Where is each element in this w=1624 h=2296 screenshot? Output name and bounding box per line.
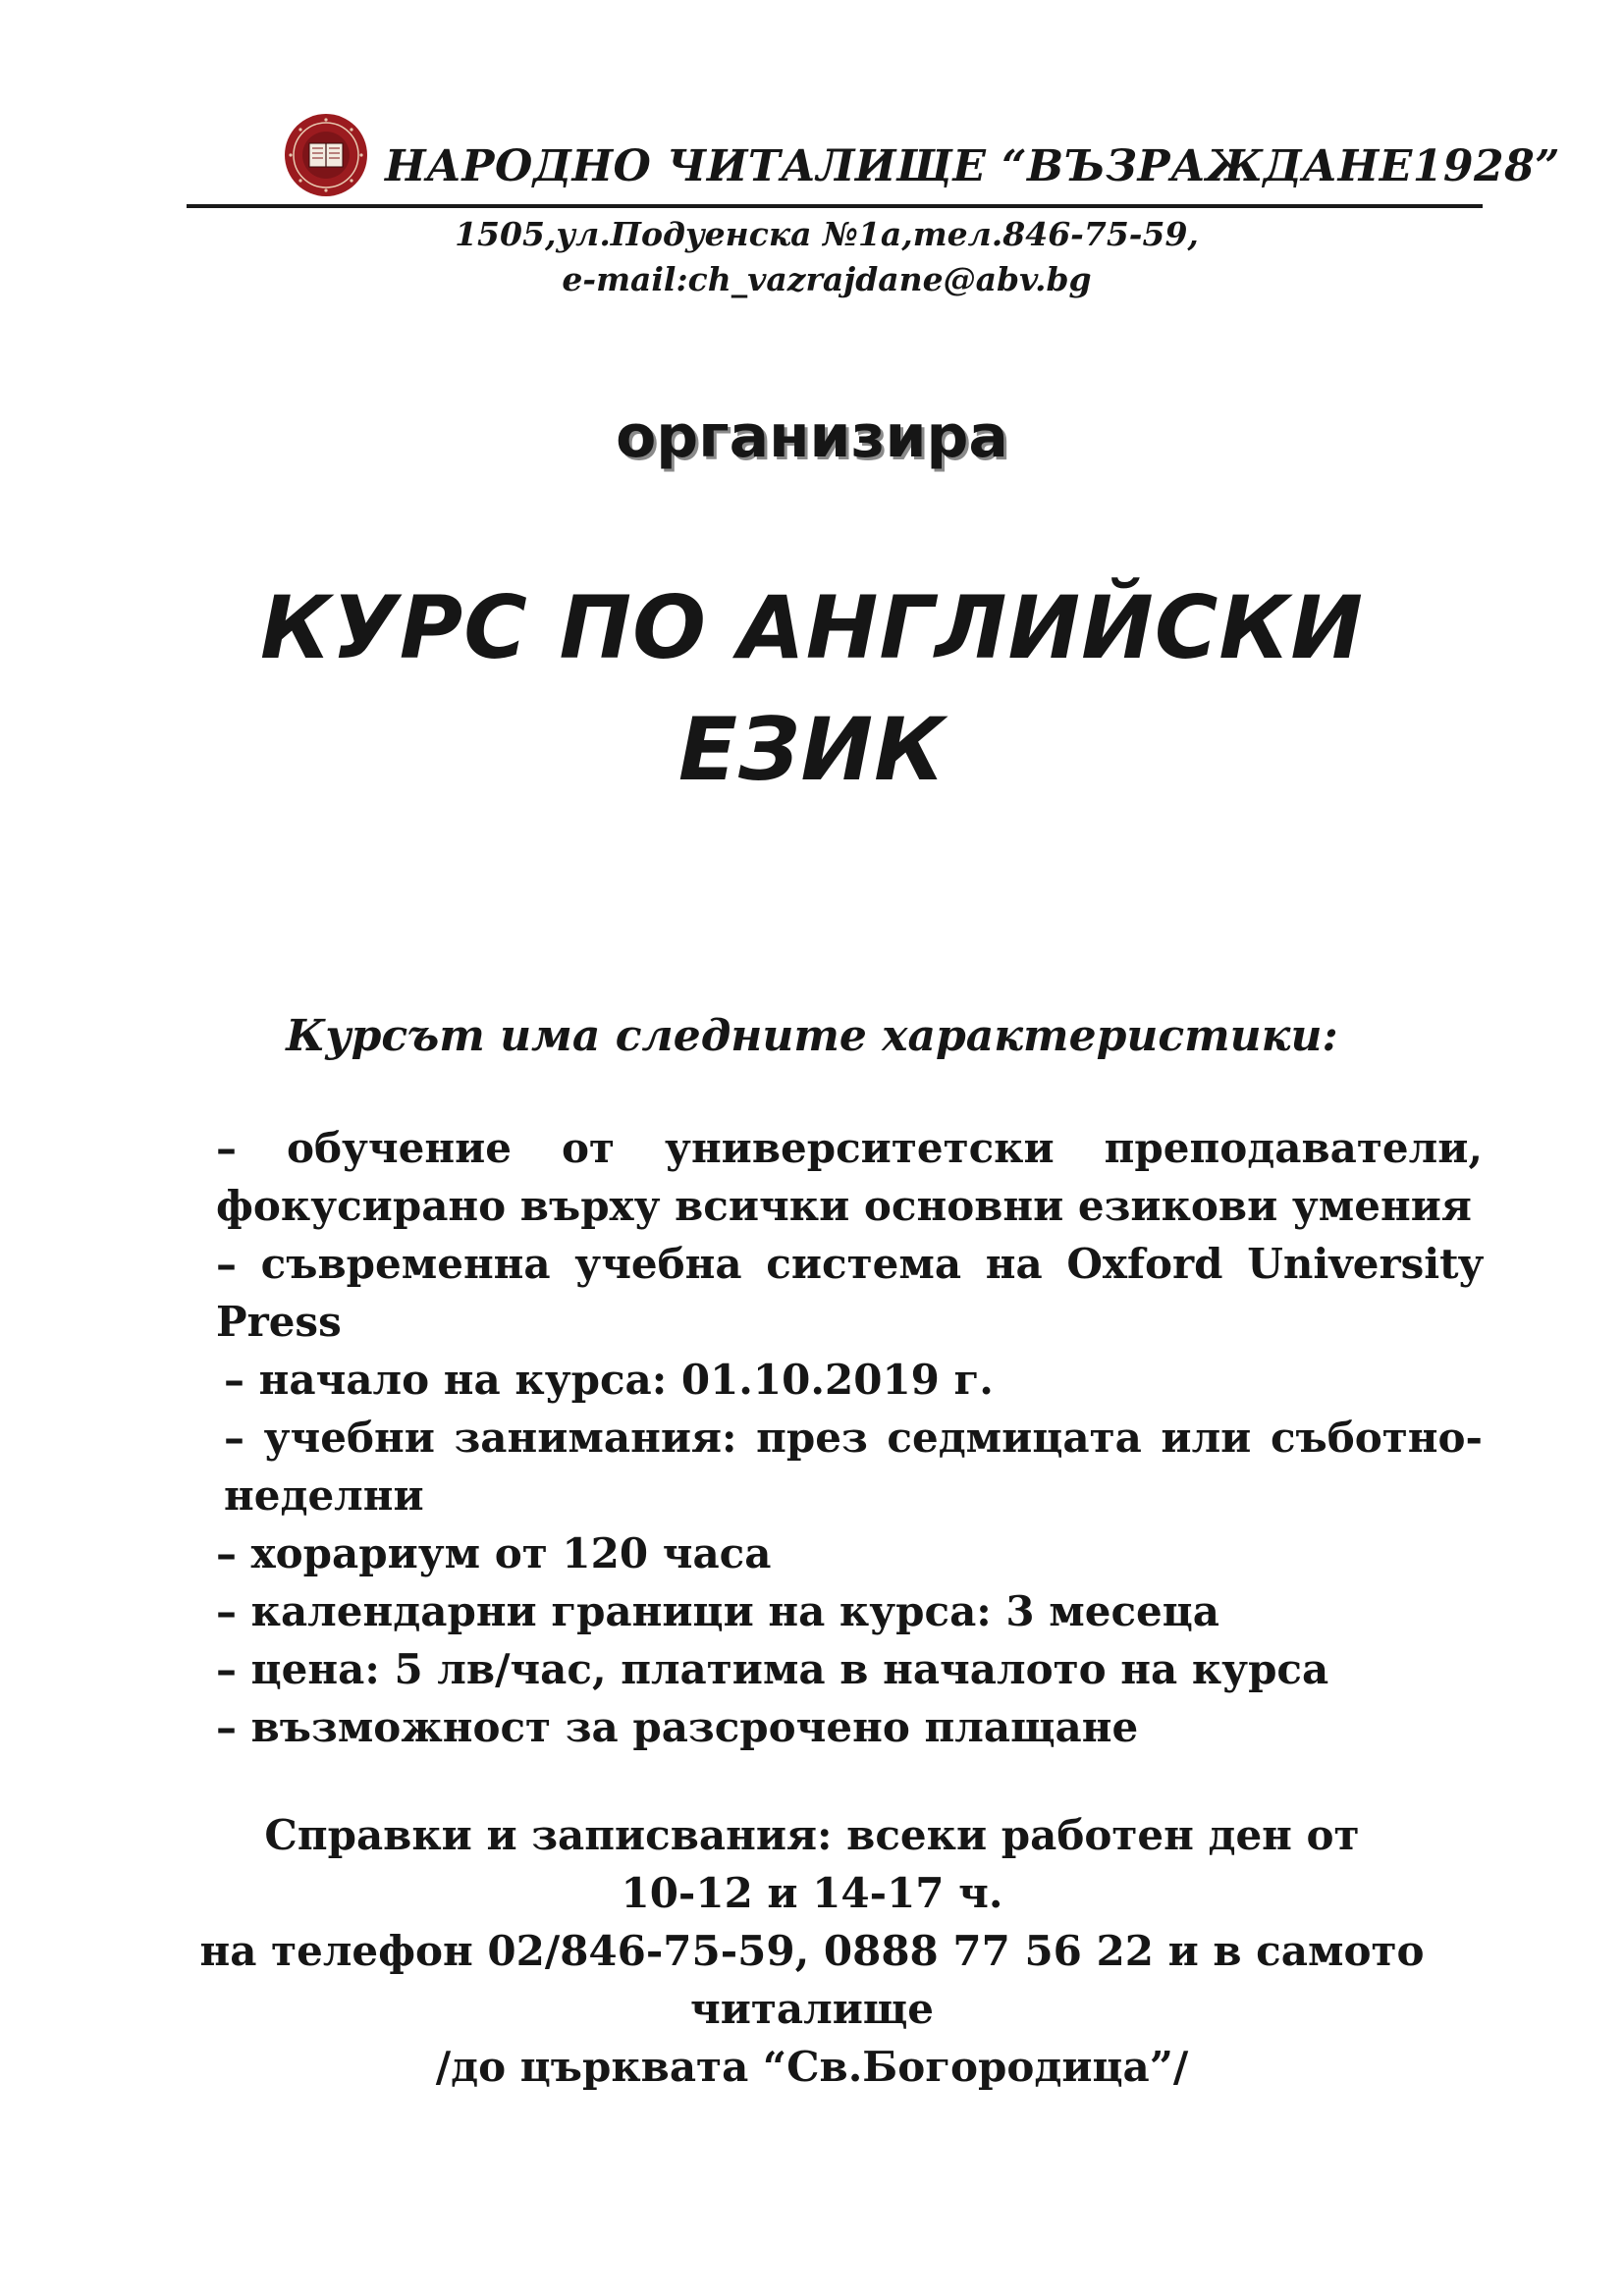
contact-location: /до църквата “Св.Богородица”/ (435, 2043, 1189, 2091)
list-item: – календарни граници на курса: 3 месеца (216, 1587, 1220, 1635)
list-item: – обучение от университетски преподаватели, фокусирано върху всички основни езикови умения (216, 1124, 1483, 1230)
organizes-label: организира (616, 402, 1008, 471)
characteristics-heading: Курсът има следните характеристики: (286, 1011, 1338, 1061)
header-divider (187, 204, 1483, 208)
contact-hours: 10-12 и 14-17 ч. (621, 1869, 1003, 1917)
org-name: НАРОДНО ЧИТАЛИЩЕ “ВЪЗРАЖДАНЕ1928” (385, 141, 1561, 191)
chitalishte-seal-icon (283, 112, 369, 198)
list-item: – съвременна учебна система на Oxford University Press (216, 1240, 1483, 1346)
list-item: – възможност за разсрочено плащане (216, 1703, 1139, 1751)
contact-line: читалище (689, 1985, 935, 2033)
email-line: e-mail:ch_vazrajdane@abv.bg (562, 260, 1092, 298)
contact-phones: на телефон 02/846-75-59, 0888 77 56 22 и в самото (199, 1927, 1425, 1975)
list-item: – цена: 5 лв/час, платима в началото на курса (216, 1645, 1329, 1693)
characteristics-list (194, 1119, 1483, 1756)
course-title-line2: ЕЗИК (677, 699, 947, 800)
contact-block (0, 1806, 1624, 2096)
course-title-line1: КУРС ПО АНГЛИЙСКИ (260, 577, 1364, 678)
list-item: – учебни занимания: през седмицата или съботно-неделни (224, 1414, 1483, 1520)
address-line: 1505,ул.Подуенска №1а,тел.846-75-59, (455, 215, 1199, 253)
list-item: – начало на курса: 01.10.2019 г. (224, 1356, 994, 1404)
contact-line: Справки и записвания: всеки работен ден от (264, 1811, 1360, 1859)
list-item: – хорариум от 120 часа (216, 1529, 772, 1577)
